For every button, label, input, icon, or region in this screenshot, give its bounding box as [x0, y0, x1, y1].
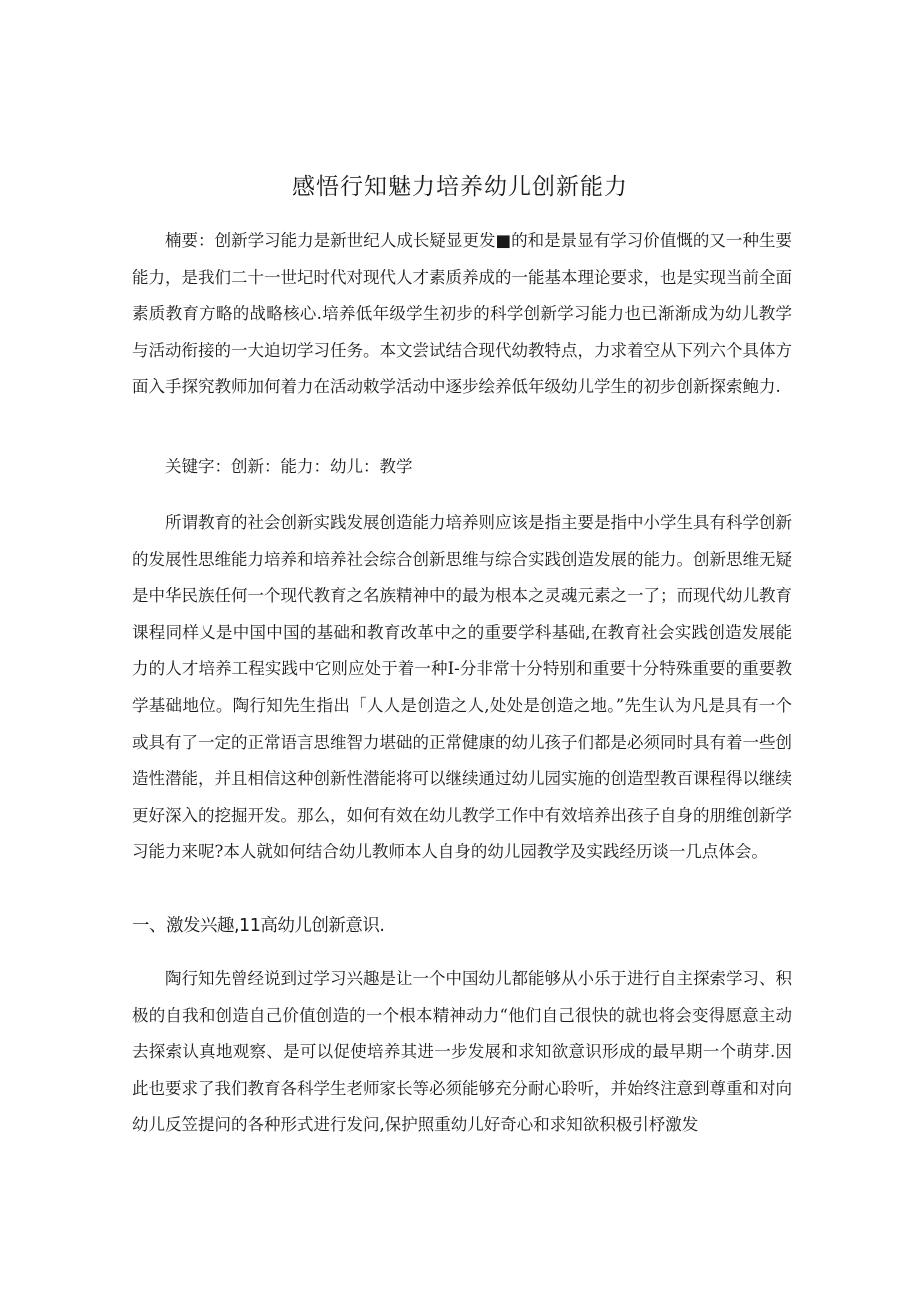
abstract-paragraph: 楠要：创新学习能力是新世纪人成长疑显更发■的和是景显有学习价值慨的又一种生要能力，是我们二十一世圮时代对现代人才素质养成的一能基本理论要求，也是实现当前全面素质教育方略的战略核心.培养低年级学生初步的科学创新学习能力也已渐渐成为幼儿教学与活动衔接的一大迫切学习任务。本文尝试结合现代幼教特点，力求着空从下列六个具体方面入手探究教师加何着力在活动敕学活动中逐步绘养低年级幼儿学生的初步创新探索鲍力. [132, 231, 792, 397]
section-1-heading: 一、激发兴趣,11高幼儿创新意识. [132, 916, 385, 936]
document-title: 感悟行知魅力培养幼儿创新能力 [292, 174, 628, 200]
section-1-paragraph: 陶行知先曾经说到过学习兴趣是让一个中国幼儿都能够从小乐于进行自主探索学习、积极的自我和创造自己价值创造的一个根本精神动力“他们自己很快的就也将会变得愿意主动去探索认真地观察、是可以促使培养其进一步发展和求知欲意识形成的最早期一个萌芽.因此也要求了我们教育各科学生老师家长等必须能够充分耐心聆听，并始终注意到尊重和对向幼儿反笠提问的各种形式进行发问,保护照重幼儿好奇心和求知欲积极引杼激发 [132, 969, 792, 1135]
keywords-line: 关键字：创新：能力：幼儿：教学 [165, 457, 413, 476]
intro-paragraph: 所谓教育的社会创新实践发展创造能力培养则应该是指主要是指中小学生具有科学创新的发展性思维能力培养和培养社会综合创新思维与综合实践创造发展的能力。创新思维无疑是中华民族任何一个现代教育之名族精神中的最为根本之灵魂元素之一了；而现代幼儿教育课程同样乂是中国中国的基础和教育改革中之的重要学科基础,在教育社会实践创造发展能力的人才培养工程实践中它则应处于着一种I-分非常十分特别和重要十分特殊重要的重要教学基础地位。陶行知先生指出「人人是创造之人,处处是创造之地。”先生认为凡是具有一个或具有了一定的正常语言思维智力堪础的正常健康的幼儿孩子们都是必须同时具有着一些创造性潜能，并且相信这种创新性潜能将可以继续通过幼儿园实施的创造型教百课程得以继续更好深入的挖掘开发。那么，如何有效在幼儿教学工作中有效培养出孩子自身的朋维创新学习能力来呢?本人就如何结合幼儿教师本人自身的幼儿园教学及实践经历谈一几点体会。 [132, 513, 792, 862]
